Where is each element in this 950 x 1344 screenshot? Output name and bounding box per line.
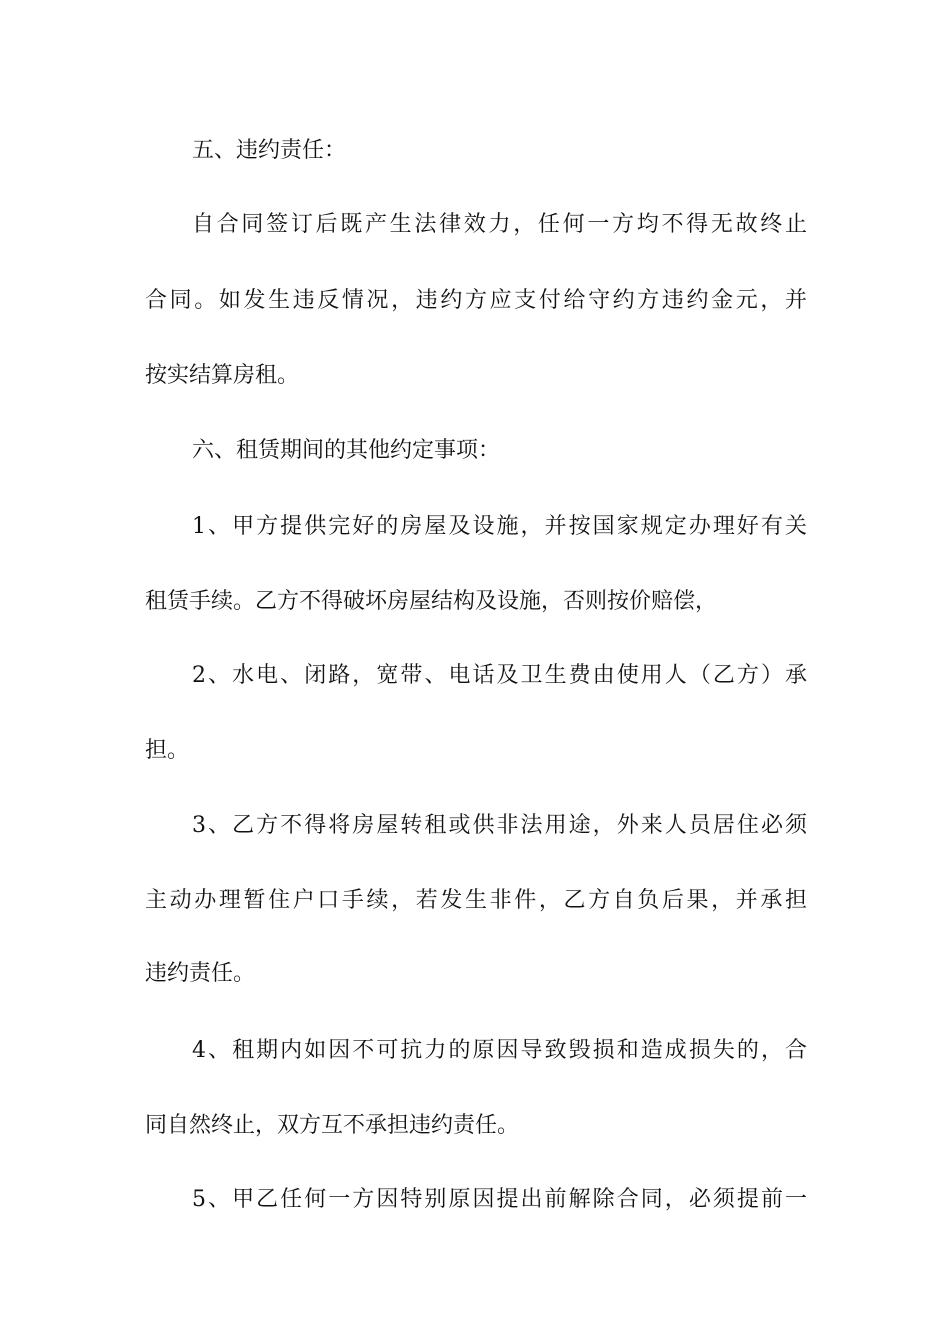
paragraph-line: 3、乙方不得将房屋转租或供非法用途，外来人员居住必须 — [192, 813, 807, 838]
paragraph-line: 按实结算房租。 — [145, 363, 300, 388]
paragraph-line: 租赁手续。乙方不得破坏房屋结构及设施，否则按价赔偿， — [145, 589, 718, 614]
paragraph-line: 自合同签订后既产生法律效力，任何一方均不得无故终止 — [192, 212, 807, 237]
paragraph-line: 违约责任。 — [145, 961, 256, 986]
paragraph-line: 4、租期内如因不可抗力的原因导致毁损和造成损失的，合 — [192, 1038, 807, 1063]
paragraph-line: 主动办理暂住户口手续，若发生非件，乙方自负后果，并承担 — [145, 888, 807, 913]
section-heading-breach: 五、违约责任： — [192, 138, 347, 163]
paragraph-line: 同自然终止，双方互不承担违约责任。 — [145, 1113, 520, 1138]
paragraph-line: 5、甲乙任何一方因特别原因提出前解除合同，必须提前一 — [192, 1187, 807, 1212]
paragraph-line: 担。 — [145, 738, 190, 763]
paragraph-line: 合同。如发生违反情况，违约方应支付给守约方违约金元，并 — [145, 288, 807, 313]
paragraph-line: 2、水电、闭路，宽带、电话及卫生费由使用人（乙方）承 — [192, 663, 807, 688]
paragraph-line: 1、甲方提供完好的房屋及设施，并按国家规定办理好有关 — [192, 514, 807, 539]
section-heading-other-terms: 六、租赁期间的其他约定事项： — [192, 438, 501, 463]
